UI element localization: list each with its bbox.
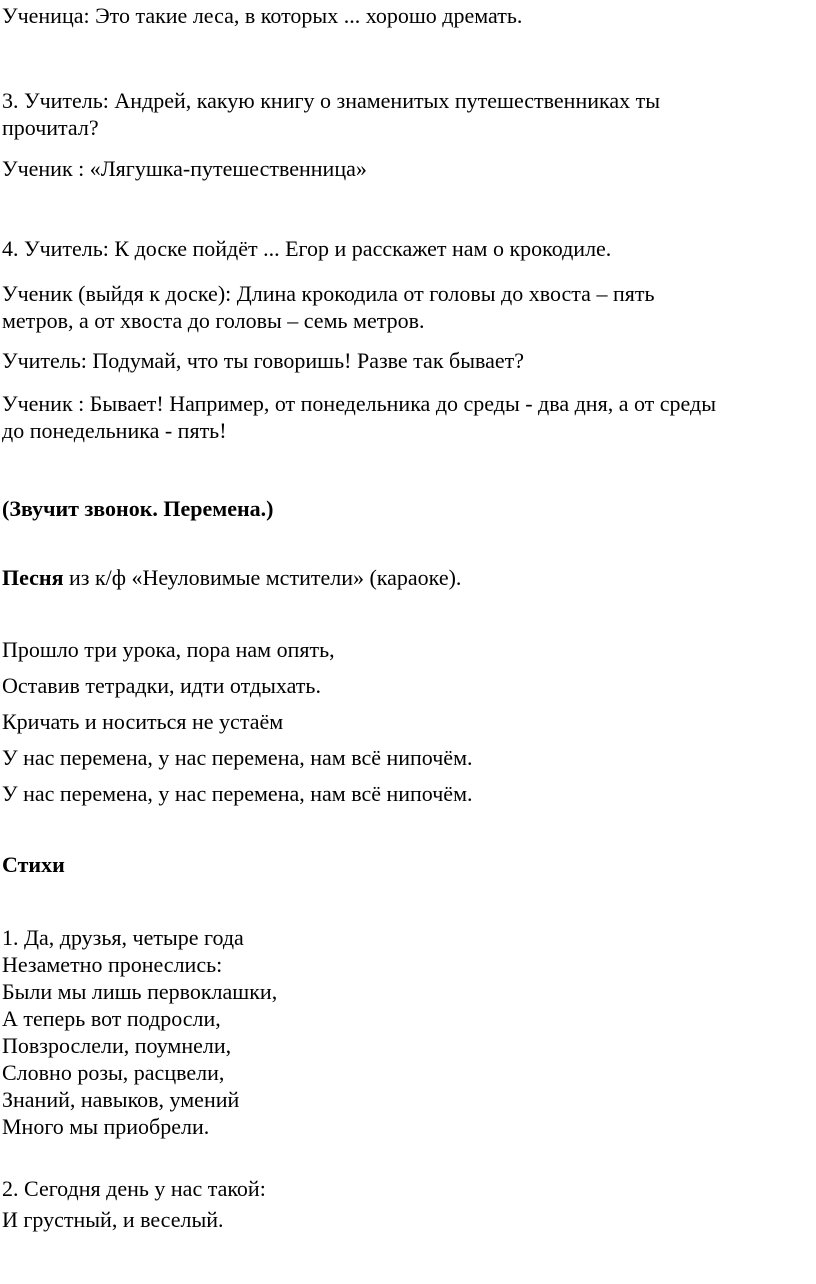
verse-line: Знаний, навыков, умений <box>2 1087 240 1112</box>
dialogue-line-7a: Ученик : Бывает! Например, от понедельника до среды - два дня, а от среды <box>2 391 716 416</box>
dialogue-line-1: Ученица: Это такие леса, в которых ... хорошо дремать. <box>2 3 523 28</box>
verse-line: 2. Сегодня день у нас такой: <box>2 1176 266 1201</box>
dialogue-line-4: 4. Учитель: К доске пойдёт ... Егор и расскажет нам о крокодиле. <box>2 236 612 261</box>
verse-line: И грустный, и веселый. <box>2 1207 224 1232</box>
verse-line: Незаметно пронеслись: <box>2 952 223 977</box>
song-line: Оставив тетрадки, идти отдыхать. <box>2 673 321 698</box>
dialogue-line-2b: прочитал? <box>2 115 99 140</box>
song-source: из к/ф «Неуловимые мстители» (караоке). <box>63 565 462 590</box>
song-line: У нас перемена, у нас перемена, нам всё нипочём. <box>2 781 473 806</box>
dialogue-line-5a: Ученик (выйдя к доске): Длина крокодила от головы до хвоста – пять <box>2 281 655 306</box>
song-label: Песня <box>2 565 64 590</box>
song-intro <box>2 564 461 591</box>
dialogue-line-7b: до понедельника - пять! <box>2 418 227 443</box>
verse-line: Словно розы, расцвели, <box>2 1060 225 1085</box>
poems-heading: Стихи <box>2 852 65 877</box>
verse-line: Повзрослели, поумнели, <box>2 1033 232 1058</box>
verse-line: Много мы приобрели. <box>2 1114 210 1139</box>
dialogue-line-6: Учитель: Подумай, что ты говоришь! Разве так бывает? <box>2 348 524 373</box>
verse-line: Были мы лишь первоклашки, <box>2 979 278 1004</box>
dialogue-line-3: Ученик : «Лягушка-путешественница» <box>2 156 367 181</box>
dialogue-line-2a: 3. Учитель: Андрей, какую книгу о знаменитых путешественниках ты <box>2 88 661 113</box>
verse-line: А теперь вот подросли, <box>2 1006 221 1031</box>
dialogue-line-5b: метров, а от хвоста до головы – семь метров. <box>2 308 425 333</box>
song-line: Прошло три урока, пора нам опять, <box>2 637 335 662</box>
song-line: Кричать и носиться не устаём <box>2 709 284 734</box>
break-note: (Звучит звонок. Перемена.) <box>2 496 274 521</box>
verse-line: 1. Да, друзья, четыре года <box>2 925 244 950</box>
song-line: У нас перемена, у нас перемена, нам всё нипочём. <box>2 745 473 770</box>
